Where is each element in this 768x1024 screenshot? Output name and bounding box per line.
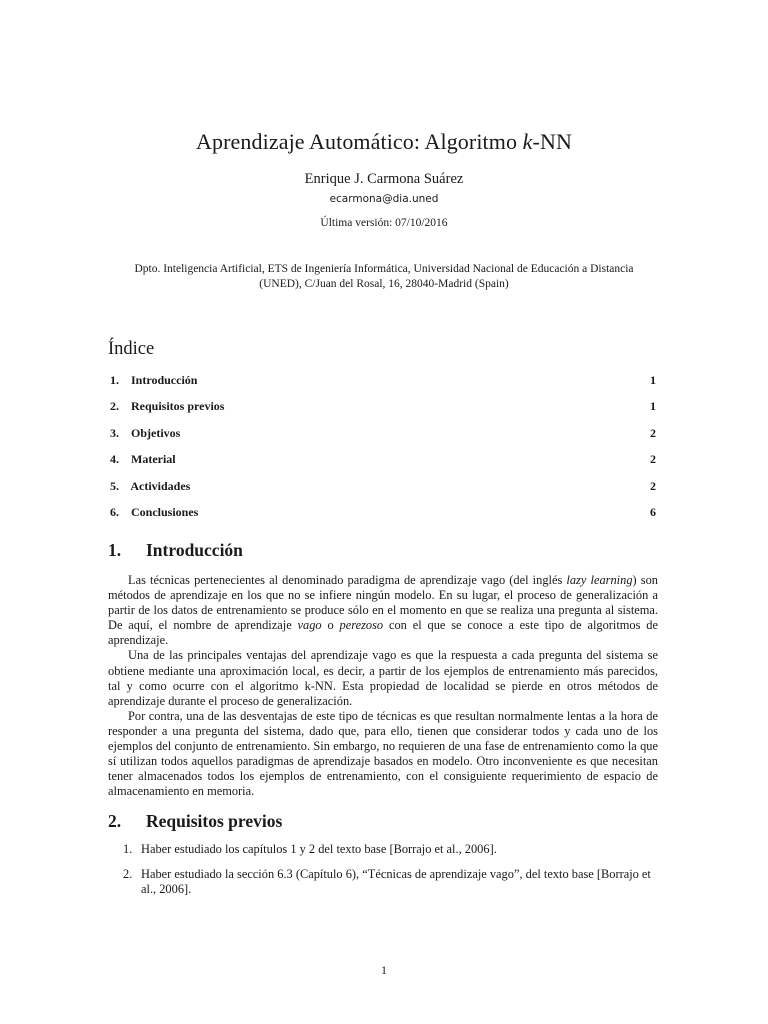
toc-item-conclusiones[interactable]: 6. Conclusiones 6 [110, 505, 656, 519]
title-k-variable: k [522, 129, 533, 154]
toc-item-label: Requisitos previos [131, 399, 225, 413]
toc-item-label: Objetivos [131, 426, 181, 440]
toc-item-label: Introducción [131, 373, 198, 387]
toc-item-introduccion[interactable]: 1. Introducción 1 [110, 373, 656, 387]
intro-paragraph-1: Las técnicas pertenecientes al denominado paradigma de aprendizaje vago (del inglés lazy learning) son métodos de aprendizaje en los que no se infiere ningún modelo. En su lugar, el proceso de generalización a partir de los datos de entrenamiento se produce sólo en el momento en que se realiza una pregunta al sistema. De aquí, el nombre de aprendizaje vago o perezoso con el que se conoce a este tipo de algoritmos de aprendizaje. [108, 573, 658, 648]
prereq-list [123, 842, 658, 907]
toc-item-label: Conclusiones [131, 505, 199, 519]
version-date: Última versión: 07/10/2016 [320, 217, 448, 229]
section-heading-introduccion: 1. Introducción [108, 540, 243, 560]
author-name: Enrique J. Carmona Suárez [304, 171, 464, 187]
section-heading-requisitos: 2. Requisitos previos [108, 811, 283, 831]
author-email: ecarmona@dia.uned [329, 193, 439, 205]
toc-item-material[interactable]: 4. Material 2 [110, 452, 656, 466]
affiliation: Dpto. Inteligencia Artificial, ETS de Ingeniería Informática, Universidad Nacional de Educación a Distancia (UNED), C/Juan del Rosal, 16, 28040-Madrid (Spain) [134, 263, 634, 290]
intro-paragraph-2: Una de las principales ventajas del aprendizaje vago es que la respuesta a cada pregunta del sistema se obtiene mediante una aproximación local, es decir, a partir de los ejemplos de entrenamiento más parecidos, tal y como ocurre con el algoritmo k-NN. Esta propiedad de localidad se pierde en otros métodos de aprendizaje durante el proceso de generalización. [108, 648, 658, 708]
toc-item-page: 2 [650, 452, 656, 466]
toc-item-objetivos[interactable]: 3. Objetivos 2 [110, 426, 656, 440]
toc-item-page: 1 [650, 373, 656, 387]
toc-title: Índice [108, 339, 155, 359]
list-item: 1. Haber estudiado los capítulos 1 y 2 del texto base [Borrajo et al., 2006]. [123, 842, 497, 856]
toc-item-page: 2 [650, 426, 656, 440]
page-number: 1 [381, 963, 387, 977]
list-item: 2. Haber estudiado la sección 6.3 (Capítulo 6), “Técnicas de aprendizaje vago”, del texto base [Borrajo et al., 2006]. [123, 867, 651, 896]
document-title: Aprendizaje Automático: Algoritmo k-NN [196, 129, 572, 154]
toc-item-label: Material [131, 452, 176, 466]
intro-paragraph-3: Por contra, una de las desventajas de este tipo de técnicas es que resultan normalmente lentas a la hora de responder a una pregunta del sistema, dado que, para ello, tienen que considerar todos y cada uno de los ejemplos del conjunto de entrenamiento. Sin embargo, no requieren de una fase de entrenamiento como la que sí utilizan todos aquellos paradigmas de aprendizaje basados en modelo. Otro inconveniente es que necesitan tener almacenados todos los ejemplos de entrenamiento, con el consiguiente requerimiento de espacio de almacenamiento en memoria. [108, 708, 658, 799]
toc-item-page: 6 [650, 505, 656, 519]
toc-item-requisitos[interactable]: 2. Requisitos previos 1 [110, 399, 656, 413]
toc-item-page: 2 [650, 479, 656, 493]
toc-item-label: Actividades [130, 479, 191, 493]
toc-item-page: 1 [650, 399, 656, 413]
toc-item-actividades[interactable]: 5. Actividades 2 [110, 479, 656, 493]
intro-body [108, 573, 658, 799]
